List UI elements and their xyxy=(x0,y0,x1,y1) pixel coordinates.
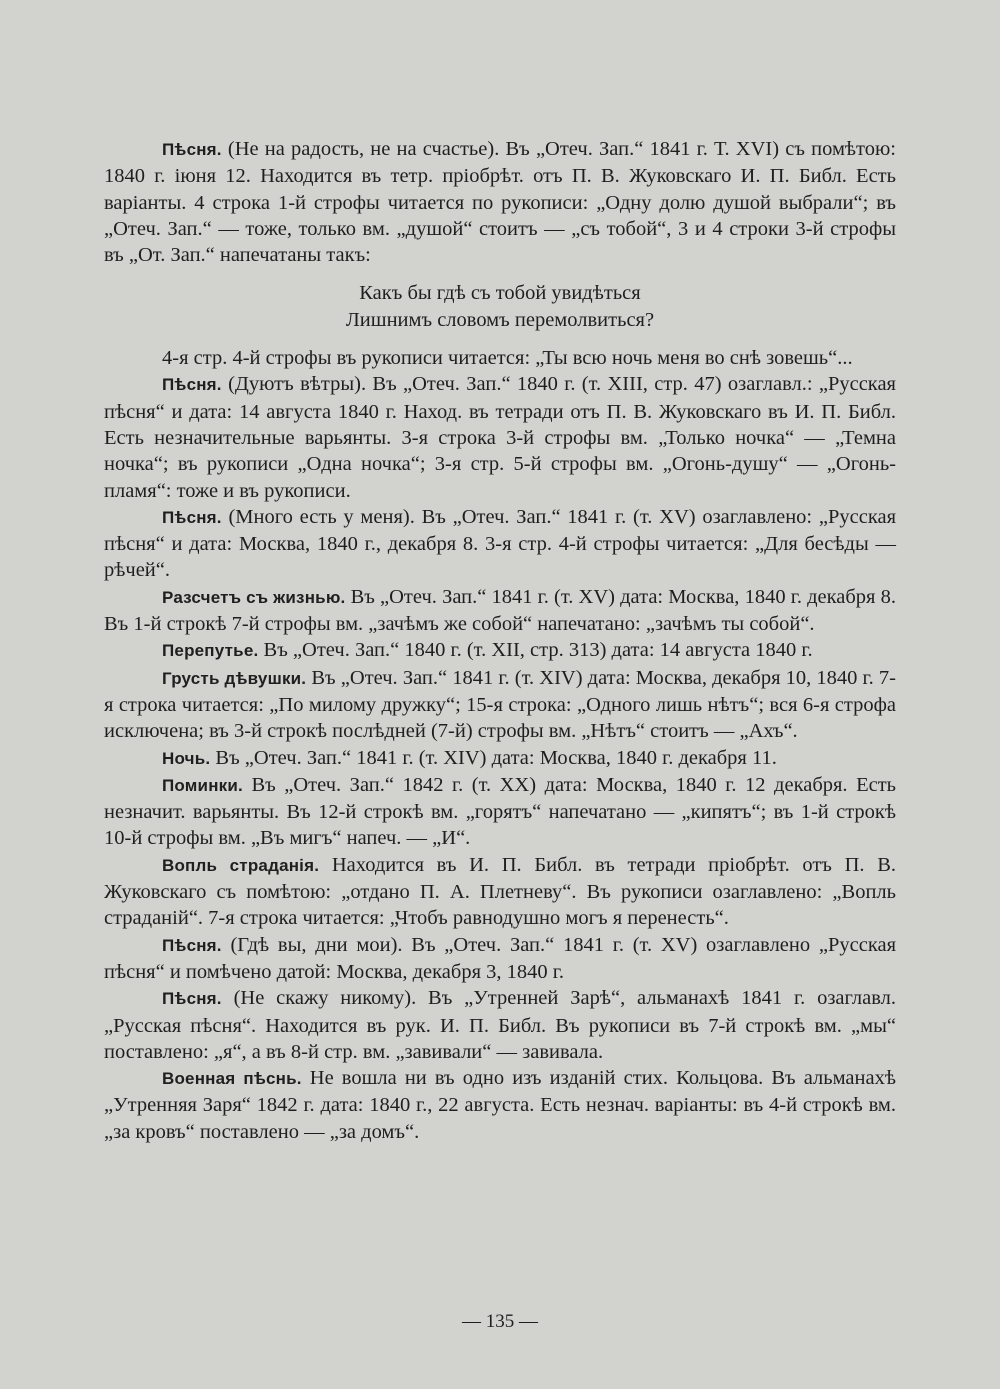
entry-heading: Разсчетъ съ жизнью. xyxy=(162,587,346,607)
entry-heading: Вопль страданія. xyxy=(162,855,320,875)
entry-pesnya-5 xyxy=(104,985,896,1065)
verse-line: Лишнимъ словомъ перемолвиться? xyxy=(345,308,655,331)
entry-body: (Дуютъ вѣтры). Въ „Отеч. Зап.“ 1840 г. (т. XIII, стр. 47) озаглавл.: „Русская пѣсня“ и дата: 14 августа 1840 г. Наход. въ тетради отъ П. В. Жуковскаго въ И. П. Библ. Есть незначительные варьянты. 3-я строка 3-й строфы вм. „Только ночка“ — „Темна ночка“; въ рукописи „Одна ночка“; 3-я стр. 5-й строфы вм. „Огонь-душу“ — „Огонь-пламя“: тоже и въ рукописи. xyxy=(104,373,896,502)
entry-body: (Не скажу никому). Въ „Утренней Зарѣ“, альманахѣ 1841 г. озаглавл. „Русская пѣсня“. Находится въ рук. И. П. Библ. Въ рукописи въ 7-й строкѣ вм. „мы“ поставлено: „я“, а въ 8-й стр. вм. „завивали“ — завивала. xyxy=(104,987,896,1063)
entry-body: Не вошла ни въ одно изъ изданій стих. Кольцова. Въ альманахѣ „Утренняя Заря“ 1842 г. дата: 1840 г., 22 августа. Есть незнач. варіанты: въ 4-й строкѣ вм. „за кровъ“ поставлено — „за домъ“. xyxy=(104,1067,896,1143)
entry-heading: Пѣсня. xyxy=(162,935,222,955)
entry-body: (Много есть у меня). Въ „Отеч. Зап.“ 1841 г. (т. XV) озаглавлено: „Русская пѣсня“ и дата: Москва, 1840 г., декабря 8. 3-я стр. 4-й строфы читается: „Для бесѣды — рѣчей“. xyxy=(104,505,896,582)
page-number: — 135 — xyxy=(462,1311,538,1332)
entry-heading: Поминки. xyxy=(162,775,243,795)
quoted-verse xyxy=(104,280,896,333)
entry-body: Въ „Отеч. Зап.“ 1841 г. (т. XV) дата: Москва, 1840 г. декабря 8. Въ 1-й строкѣ 7-й строфы вм. „зачѣмъ же собой“ напечатано: „зачѣмъ ты собой“. xyxy=(104,585,896,636)
page-text-column xyxy=(104,136,896,1145)
verse-line: Какъ бы гдѣ съ тобой увидѣться xyxy=(359,282,641,305)
entry-vopl xyxy=(104,852,896,932)
entry-heading: Пѣсня. xyxy=(162,375,222,395)
entry-heading: Ночь. xyxy=(162,748,211,768)
entry-body: Находится въ И. П. Библ. въ тетради пріобрѣт. отъ П. В. Жуковскаго съ помѣтою: „отдано П. А. Плетневу“. Въ рукописи озаглавлено: „Вопль страданій“. 7-я строка читается: „Чтобъ равнодушно могъ я перенесть“. xyxy=(104,853,896,930)
entry-heading: Грусть дѣвушки. xyxy=(162,668,307,688)
entry-pereputye xyxy=(104,637,896,664)
entry-grust xyxy=(104,665,896,745)
entry-heading: Пѣсня. xyxy=(162,989,222,1009)
entry-pesnya-2 xyxy=(104,371,896,503)
entry-heading: Пѣсня. xyxy=(162,507,222,527)
entry-body: Въ „Отеч. Зап.“ 1842 г. (т. XX) дата: Москва, 1840 г. 12 декабря. Есть незначит. варьянты. Въ 12-й строкѣ вм. „горятъ“ напечатано — „кипятъ“; въ 1-й строкѣ 10-й строфы вм. „Въ мигъ“ напеч. — „И“. xyxy=(104,773,896,850)
entry-heading: Пѣсня. xyxy=(162,140,222,159)
entry-razschet xyxy=(104,584,896,638)
entry-continuation xyxy=(104,345,896,371)
entry-pesnya-1 xyxy=(104,136,896,268)
entry-pominki xyxy=(104,772,896,852)
entry-heading: Военная пѣснь. xyxy=(162,1069,302,1089)
entry-body: 4-я стр. 4-й строфы въ рукописи читается: „Ты всю ночь меня во снѣ зовешь“... xyxy=(162,347,853,370)
entry-voennaya xyxy=(104,1065,896,1145)
entry-body: Въ „Отеч. Зап.“ 1840 г. (т. XII, стр. 313) дата: 14 августа 1840 г. xyxy=(258,639,813,662)
entry-heading: Перепутье. xyxy=(162,641,259,661)
entry-body: Въ „Отеч. Зап.“ 1841 г. (т. XIV) дата: Москва, декабря 10, 1840 г. 7-я строка читается: „По милому дружку“; 15-я строка: „Одного лишь нѣтъ“; вся 6-я строфа исключена; въ 3-й строкѣ послѣдней (7-й) строфы вм. „Нѣтъ“ стоитъ — „Ахъ“. xyxy=(104,666,896,743)
entry-pesnya-4 xyxy=(104,932,896,986)
entry-body: (Не на радость, не на счастье). Въ „Отеч. Зап.“ 1841 г. Т. XVI) съ помѣтою: 1840 г. іюня 12. Находится въ тетр. пріобрѣт. отъ П. В. Жуковскаго И. П. Библ. Есть варіанты. 4 строка 1-й строфы читается по рукописи: „Одну долю душой выбрали“; въ „Отеч. Зап.“ — тоже, только вм. „душой“ стоитъ — „съ тобой“, 3 и 4 строки 3-й строфы въ „От. Зап.“ напечатаны такъ: xyxy=(104,138,896,267)
entry-body: (Гдѣ вы, дни мои). Въ „Отеч. Зап.“ 1841 г. (т. XV) озаглавлено „Русская пѣсня“ и помѣчено датой: Москва, декабря 3, 1840 г. xyxy=(104,933,896,983)
entry-noch xyxy=(104,745,896,772)
entry-body: Въ „Отеч. Зап.“ 1841 г. (т. XIV) дата: Москва, 1840 г. декабря 11. xyxy=(210,746,777,769)
entry-pesnya-3 xyxy=(104,504,896,584)
